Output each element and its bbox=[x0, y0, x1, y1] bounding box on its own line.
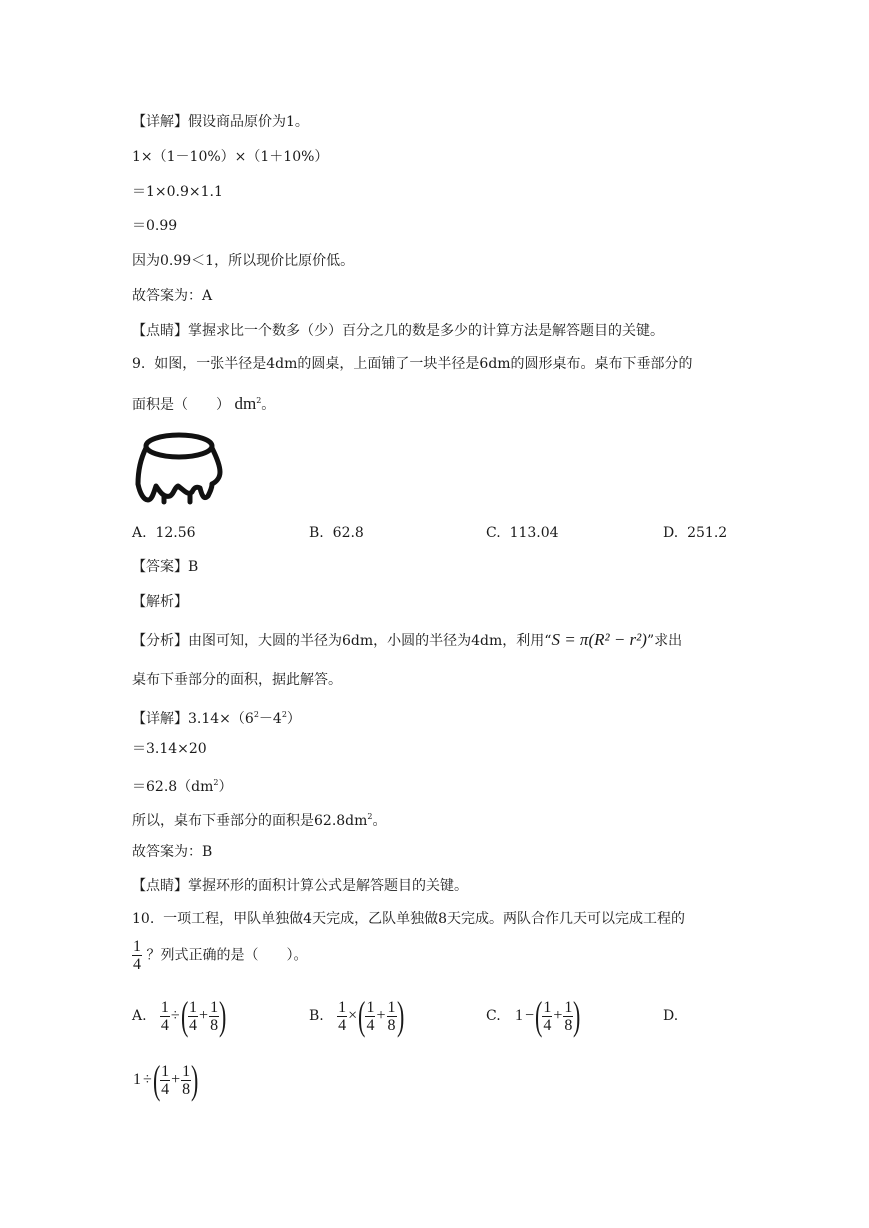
analyze-text-2: ”求出 bbox=[646, 633, 683, 649]
calc-line-2: ＝1×0.9×1.1 bbox=[132, 184, 223, 200]
frac bbox=[365, 999, 375, 1034]
point-text: 掌握环形的面积计算公式是解答题目的关键。 bbox=[188, 878, 468, 894]
exponent: 2 bbox=[367, 812, 373, 821]
option-letter: C. bbox=[486, 1008, 501, 1024]
point-tag: 【点睛】 bbox=[132, 878, 188, 894]
option-value: 251.2 bbox=[687, 525, 728, 541]
answer-value: B bbox=[188, 559, 199, 575]
q10-option-c bbox=[486, 993, 581, 1038]
frac-den: 8 bbox=[564, 1016, 573, 1034]
detail-part: ） bbox=[286, 711, 301, 727]
q9-stem-line-2 bbox=[132, 392, 275, 414]
q9-analysis-tag: 【解析】 bbox=[132, 594, 188, 610]
option-letter: C. bbox=[486, 525, 501, 541]
plus-operator: + bbox=[199, 1007, 209, 1024]
option-letter: A. bbox=[132, 525, 147, 541]
q10-option-d-letter: D. bbox=[663, 1008, 679, 1024]
analyze-text-1: 由图可知，大圆的半径为6dm，小圆的半径为4dm，利用“ bbox=[188, 633, 552, 649]
q10-stem-1: 一项工程，甲队单独做4天完成，乙队单独做8天完成。两队合作几天可以完成工程的 bbox=[163, 911, 685, 927]
q9-number: 9. bbox=[132, 356, 146, 372]
answer-tag: 【答案】 bbox=[132, 559, 188, 575]
frac-den: 4 bbox=[189, 1016, 198, 1034]
calc-line-1: 1×（1－10%）×（1＋10%） bbox=[132, 149, 329, 165]
frac-num: 1 bbox=[366, 998, 375, 1016]
frac-num: 1 bbox=[160, 998, 169, 1016]
conclusion-text: 所以，桌布下垂部分的面积是62.8dm bbox=[132, 813, 368, 829]
right-paren: ) bbox=[396, 993, 404, 1038]
prev-point-line bbox=[132, 322, 664, 340]
option-letter: D. bbox=[663, 525, 679, 541]
detail-part: ） bbox=[218, 779, 233, 795]
right-paren: ) bbox=[573, 993, 581, 1038]
detail-part: 3.14×（6 bbox=[188, 711, 254, 727]
option-letter: A. bbox=[132, 1008, 147, 1024]
point-text: 掌握求比一个数多（少）百分之几的数是多少的计算方法是解答题目的关键。 bbox=[188, 323, 664, 339]
q9-detail-line-3 bbox=[132, 774, 233, 796]
calc-line-3: ＝0.99 bbox=[132, 218, 178, 234]
q9-stem-2: 面积是（ ） bbox=[132, 397, 230, 413]
q9-detail-line-2: ＝3.14×20 bbox=[132, 741, 207, 757]
plus-operator: + bbox=[553, 1007, 563, 1024]
option-value: 113.04 bbox=[509, 525, 559, 541]
frac bbox=[160, 999, 170, 1034]
operator: ÷ bbox=[170, 1007, 180, 1024]
q10-number: 10. bbox=[132, 911, 155, 927]
q10-stem-line-1 bbox=[132, 910, 685, 928]
q10-stem-2: ？列式正确的是（ ）。 bbox=[146, 947, 308, 964]
exponent: 2 bbox=[213, 778, 219, 787]
frac bbox=[181, 1063, 191, 1098]
plus-operator: + bbox=[376, 1007, 386, 1024]
frac bbox=[188, 999, 198, 1034]
exponent: 2 bbox=[281, 710, 287, 719]
frac-den: 4 bbox=[366, 1016, 375, 1034]
prev-answer-line: 故答案为：A bbox=[132, 288, 213, 304]
frac-den: 8 bbox=[182, 1080, 191, 1098]
right-paren: ) bbox=[191, 1057, 199, 1102]
frac-num: 1 bbox=[387, 998, 396, 1016]
conclusion-end: 。 bbox=[372, 813, 387, 829]
operator: − bbox=[525, 1007, 535, 1024]
q9-option-c bbox=[486, 524, 559, 542]
q9-option-b bbox=[309, 524, 364, 542]
detail-tag: 【详解】 bbox=[132, 114, 188, 130]
option-letter: B. bbox=[309, 1008, 324, 1024]
frac-num: 1 bbox=[210, 998, 219, 1016]
area-formula: S = π(R² − r²) bbox=[551, 630, 647, 649]
frac-den: 4 bbox=[161, 1080, 170, 1098]
reason-line: 因为0.99＜1，所以现价比原价低。 bbox=[132, 253, 355, 269]
q9-option-a bbox=[132, 524, 196, 542]
q10-option-d bbox=[132, 1057, 199, 1102]
right-paren: ) bbox=[219, 993, 227, 1038]
q10-option-b bbox=[309, 993, 404, 1038]
frac-den: 4 bbox=[338, 1016, 347, 1034]
operator: × bbox=[348, 1007, 358, 1024]
q9-point-line bbox=[132, 877, 468, 895]
frac-den: 4 bbox=[133, 956, 141, 973]
frac bbox=[563, 999, 573, 1034]
frac-den: 4 bbox=[160, 1016, 169, 1034]
frac-num: 1 bbox=[189, 998, 198, 1016]
q9-detail-line-1 bbox=[132, 706, 301, 728]
operator: ÷ bbox=[143, 1071, 152, 1088]
frac-num: 1 bbox=[133, 938, 141, 955]
q9-stem-1: 如图，一张半径是4dm的圆桌，上面铺了一块半径是6dm的圆形桌布。桌布下垂部分的 bbox=[154, 356, 693, 372]
q9-conclusion bbox=[132, 808, 387, 830]
frac bbox=[337, 999, 347, 1034]
frac bbox=[387, 999, 397, 1034]
left-paren: ( bbox=[535, 993, 543, 1038]
frac-den: 8 bbox=[387, 1016, 396, 1034]
frac bbox=[542, 999, 552, 1034]
left-paren: ( bbox=[358, 993, 366, 1038]
option-letter: B. bbox=[309, 525, 324, 541]
frac-den: 8 bbox=[210, 1016, 219, 1034]
q9-analyze-line-2: 桌布下垂部分的面积，据此解答。 bbox=[132, 672, 342, 688]
lead-number: 1 bbox=[133, 1071, 141, 1088]
frac bbox=[160, 1063, 170, 1098]
q9-stem-line-1 bbox=[132, 355, 693, 373]
q9-unit: dm bbox=[234, 394, 257, 413]
prev-detail-line bbox=[132, 113, 309, 131]
option-value: 12.56 bbox=[155, 525, 196, 541]
frac-num: 1 bbox=[182, 1062, 191, 1080]
round-table-with-tablecloth-icon bbox=[134, 430, 224, 505]
q9-answer-line bbox=[132, 558, 198, 576]
q9-unit-exp: 2 bbox=[256, 396, 262, 405]
frac-den: 4 bbox=[543, 1016, 552, 1034]
frac bbox=[209, 999, 219, 1034]
detail-part: －4 bbox=[258, 711, 282, 727]
frac-num: 1 bbox=[161, 1062, 170, 1080]
detail-tag: 【详解】 bbox=[132, 711, 188, 727]
lead-number: 1 bbox=[515, 1007, 524, 1024]
exponent: 2 bbox=[253, 710, 259, 719]
q9-stem-end: 。 bbox=[261, 397, 276, 413]
q9-option-d bbox=[663, 524, 727, 542]
q10-option-a bbox=[132, 993, 227, 1038]
analyze-tag: 【分析】 bbox=[132, 633, 188, 649]
left-paren: ( bbox=[152, 1057, 161, 1102]
detail-text: 假设商品原价为1。 bbox=[188, 114, 309, 130]
frac-num: 1 bbox=[564, 998, 573, 1016]
plus-operator: + bbox=[171, 1071, 181, 1088]
q10-stem-fraction bbox=[132, 938, 142, 973]
point-tag: 【点睛】 bbox=[132, 323, 188, 339]
frac-num: 1 bbox=[338, 998, 347, 1016]
detail-part: ＝62.8（dm bbox=[132, 779, 214, 795]
left-paren: ( bbox=[180, 993, 189, 1038]
frac-num: 1 bbox=[543, 998, 552, 1016]
option-value: 62.8 bbox=[332, 525, 364, 541]
q9-final-answer: 故答案为：B bbox=[132, 844, 213, 860]
q9-analyze-line-1 bbox=[132, 631, 682, 650]
q10-stem-line-2 bbox=[132, 938, 307, 973]
